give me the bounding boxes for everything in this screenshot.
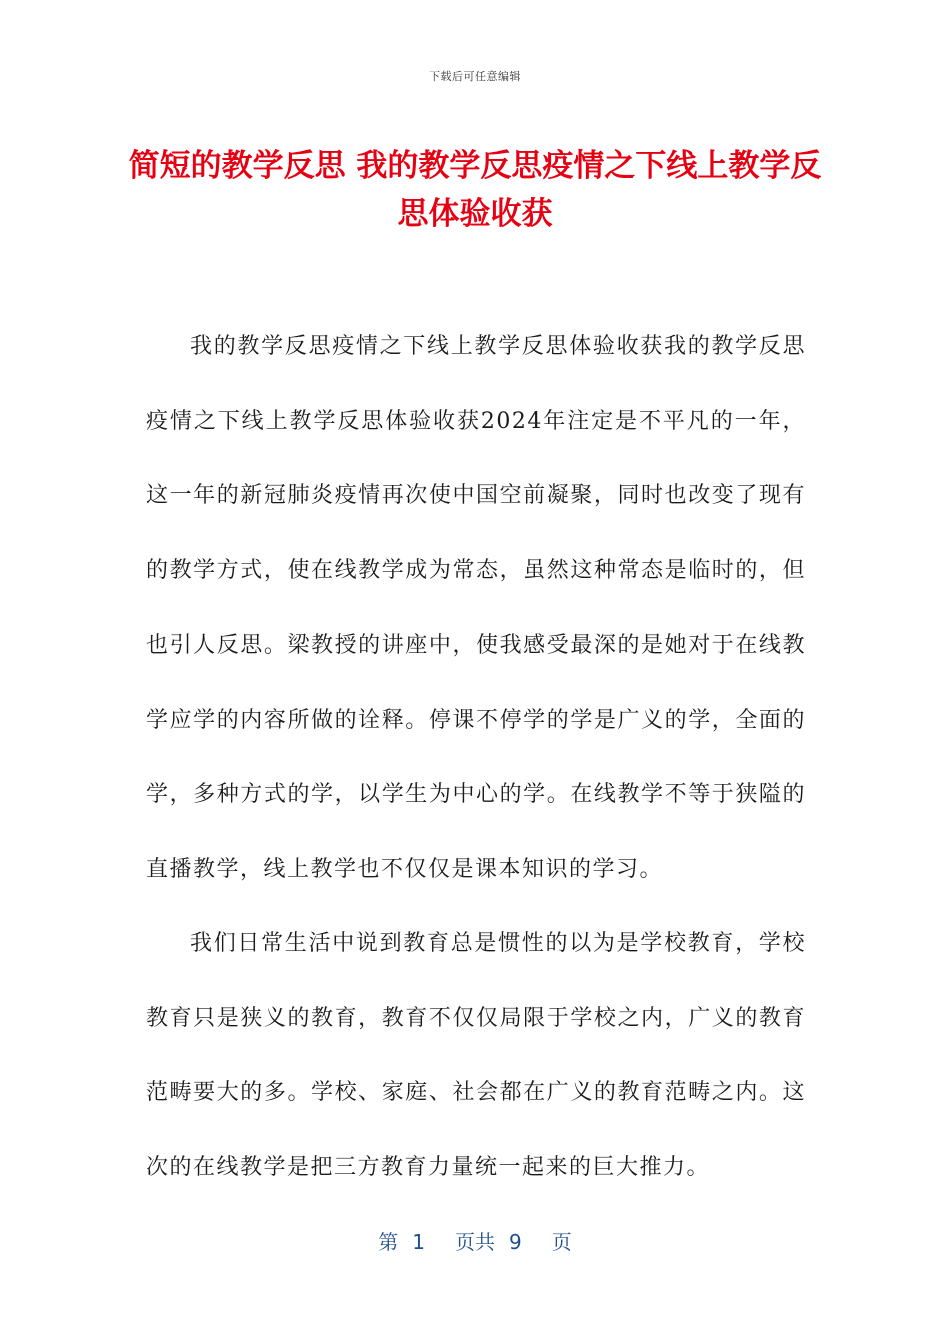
total-pages-number: 9 [509, 1230, 522, 1254]
paragraph-2: 我们日常生活中说到教育总是惯性的以为是学校教育，学校教育只是狭义的教育，教育不仅仅局限于学校之内，广义的教育范畴要大的多。学校、家庭、社会都在广义的教育范畴之内。这次的在线教学是把三方教育力量统一起来的巨大推力。 [146, 931, 806, 1181]
body-section-2 [146, 907, 806, 1206]
document-title: 简短的教学反思 我的教学反思疫情之下线上教学反思体验收获 [128, 148, 822, 232]
page-suffix: 页 [551, 1230, 572, 1254]
header-note: 下载后可任意编辑 [429, 70, 521, 83]
page-footer [0, 1226, 950, 1255]
body-section-1 [146, 310, 806, 908]
page-prefix: 第 [378, 1230, 399, 1254]
page-mid-label: 页共 [455, 1230, 495, 1254]
current-page-number: 1 [412, 1230, 425, 1254]
paragraph-1: 我的教学反思疫情之下线上教学反思体验收获我的教学反思疫情之下线上教学反思体验收获2024年注定是不平凡的一年，这一年的新冠肺炎疫情再次使中国空前凝聚，同时也改变了现有的教学方式，使在线教学成为常态，虽然这种常态是临时的，但也引人反思。梁教授的讲座中，使我感受最深的是她对于在线教学应学的内容所做的诠释。停课不停学的学是广义的学，全面的学，多种方式的学，以学生为中心的学。在线教学不等于狭隘的直播教学，线上教学也不仅仅是课本知识的学习。 [146, 334, 806, 882]
